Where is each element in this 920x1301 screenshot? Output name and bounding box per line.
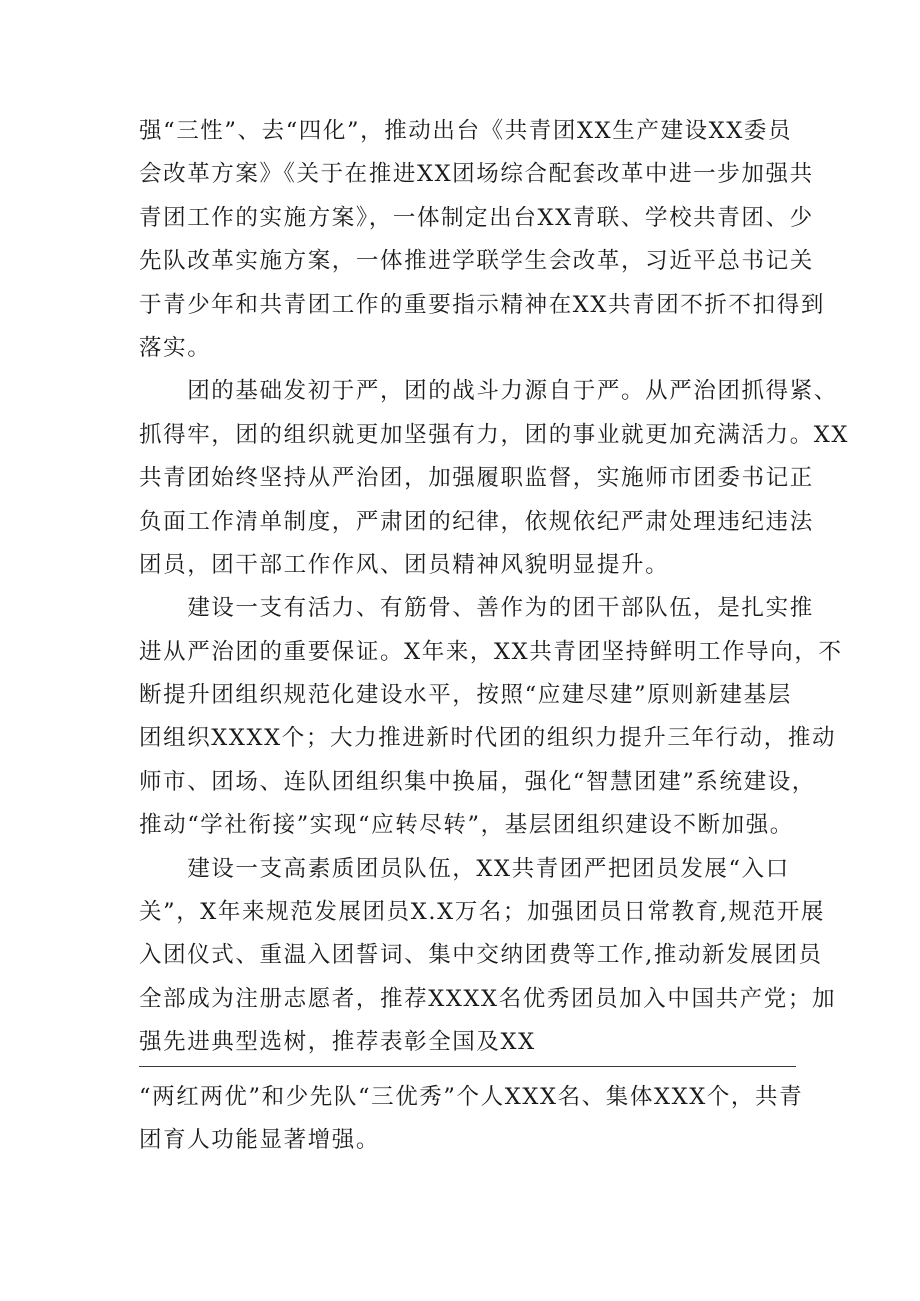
footnote-divider	[139, 1066, 796, 1067]
text-line: 师市、团场、连队团组织集中换届，强化“智慧团建”系统建设，	[139, 768, 816, 795]
text-line: 青团工作的实施方案》，一体制定出台XX青联、学校共青团、少	[139, 204, 814, 231]
text-line: 共青团始终坚持从严治团，加强履职监督，实施师市团委书记正	[139, 465, 814, 492]
text-line: 建设一支高素质团员队伍，XX共青团严把团员发展“入口	[139, 855, 790, 882]
text-line: 团的基础发初于严，团的战斗力源自于严。从严治团抓得紧、	[139, 378, 838, 405]
text-line: 团员，团干部工作作风、团员精神风貌明显提升。	[139, 551, 670, 578]
text-line: 关”，X年来规范发展团员X.X万名；加强团员日常教育,规范开展	[139, 899, 825, 926]
text-line: “两红两优”和少先队“三优秀”个人XXX名、集体XXX个，共青	[139, 1084, 804, 1110]
text-line: 抓得牢，团的组织就更加坚强有力，团的事业就更加充满活力。XX	[139, 421, 850, 448]
text-line: 进从严治团的重要保证。X年来，XX共青团坚持鲜明工作导向，不	[139, 638, 843, 665]
text-line: 强先进典型选树，推荐表彰全国及XX	[139, 1029, 536, 1056]
text-line: 强“三性”、去“四化”，推动出台《共青团XX生产建设XX委员	[139, 118, 793, 144]
text-line: 团组织XXXX个；大力推进新时代团的组织力提升三年行动，推动	[139, 725, 837, 752]
text-line: 建设一支有活力、有筋骨、善作为的团干部队伍，是扎实推	[139, 595, 814, 622]
text-line: 会改革方案》《关于在推进XX团场综合配套改革中进一步加强共	[139, 161, 814, 188]
text-line: 推动“学社衔接”实现“应转尽转”，基层团组织建设不断加强。	[139, 812, 794, 839]
text-line: 入团仪式、重温入团誓词、集中交纳团费等工作,推动新发展团员	[139, 942, 823, 969]
text-line: 落实。	[139, 334, 212, 361]
continuation-text-block	[139, 1076, 804, 1163]
text-line: 团育人功能显著增强。	[139, 1127, 381, 1154]
text-line: 先队改革实施方案，一体推进学联学生会改革，习近平总书记关	[139, 248, 814, 275]
text-line: 全部成为注册志愿者，推荐XXXX名优秀团员加入中国共产党；加	[139, 985, 837, 1012]
text-line: 于青少年和共青团工作的重要指示精神在XX共青团不折不扣得到	[139, 291, 825, 318]
text-line: 负面工作清单制度，严肃团的纪律，依规依纪严肃处理违纪违法	[139, 508, 814, 535]
main-text-block	[139, 110, 850, 1065]
text-line: 断提升团组织规范化建设水平，按照“应建尽建”原则新建基层	[139, 682, 792, 709]
